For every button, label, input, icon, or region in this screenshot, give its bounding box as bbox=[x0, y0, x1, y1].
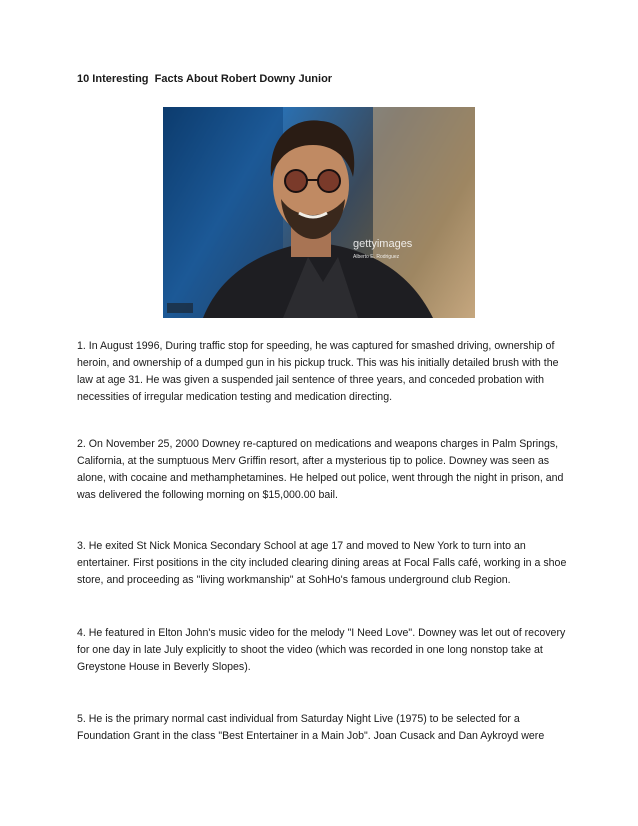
portrait-photo bbox=[163, 107, 475, 318]
document-title: 10 Interesting Facts About Robert Downy Junior bbox=[77, 73, 333, 85]
watermark-main: gettyimages bbox=[353, 238, 413, 250]
fact-paragraph-4: 4. He featured in Elton John's music video for the melody "I Need Love". Downey was let out of recovery for one day in late July explicitly to shoot the video (which was recorded in one long nonstop take at Greystone House in Beverly Slopes). bbox=[77, 627, 566, 673]
fact-paragraph-3: 3. He exited St Nick Monica Secondary School at age 17 and moved to New York to turn into an entertainer. First positions in the city included clearing dining areas at Focal Falls café, working in a shoe store, and proceeding as "living workmanship" at SohHo's famous underground club Region. bbox=[77, 540, 567, 586]
watermark-credit: Alberto E. Rodriguez bbox=[353, 254, 400, 260]
fact-paragraph-5: 5. He is the primary normal cast individual from Saturday Night Live (1975) to be selected for a Foundation Grant in the class "Best Entertainer in a Main Job". Joan Cusack and Dan Aykroyd were bbox=[77, 713, 545, 742]
fact-paragraph-2: 2. On November 25, 2000 Downey re-captured on medications and weapons charges in Palm Springs, California, at the sumptuous Merv Griffin resort, after a mysterious tip to police. Downey was seen as alone, with cocaine and methamphetamines. He helped out police, went through the night in prison, and was delivered the following morning on $15,000.00 bail. bbox=[77, 438, 564, 501]
fact-paragraph-1: 1. In August 1996, During traffic stop for speeding, he was captured for smashed driving, ownership of heroin, and ownership of a dumped gun in his pickup truck. This was his initially detailed brush with the law at age 31. He was given a suspended jail sentence of three years, and conceded probation with necessities of irregular medication testing and medication directing. bbox=[77, 340, 559, 403]
portrait-illustration bbox=[163, 107, 475, 318]
